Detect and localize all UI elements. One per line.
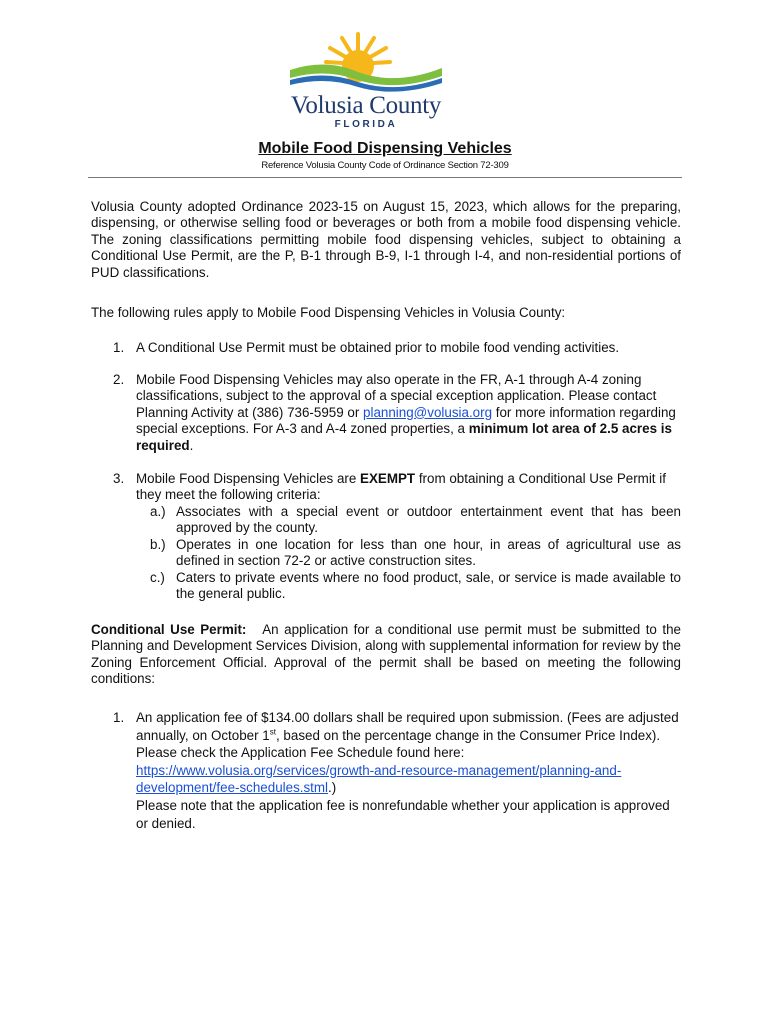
fee-text: , based on the percentage change in the Consumer Price Index). Please check the Application Fee Schedule found here:	[136, 727, 661, 761]
cup-label: Conditional Use Permit:	[91, 622, 247, 637]
fee-text: An application fee of $134.00 dollars shall be required upon submission. (Fees are adjusted annually, on October 1	[136, 710, 679, 743]
sun-logo-icon	[286, 30, 446, 94]
criteria-item-c	[150, 570, 681, 603]
fee-schedule-link[interactable]: https://www.volusia.org/services/growth-and-resource-management/planning-and-development/fee-schedules.stml	[136, 762, 622, 796]
rule-item-2	[113, 372, 681, 454]
rule-text: Mobile Food Dispensing Vehicles are	[136, 471, 361, 486]
header-divider	[88, 177, 682, 178]
rule-text: from obtaining a Conditional Use Permit if they meet the following criteria:	[136, 471, 666, 503]
rule-text: Mobile Food Dispensing Vehicles may also operate in the FR, A-1 through A-4 zoning classifications, subject to the approval of a special exception application. Please contact Planning Activity at (386) 736-5959 or	[136, 372, 657, 420]
rule-number: 2.	[113, 372, 125, 387]
document-title: Mobile Food Dispensing Vehicles	[258, 140, 512, 157]
fee-number: 1.	[113, 710, 125, 725]
lot-area-requirement: minimum lot area of 2.5 acres is required	[136, 421, 672, 453]
exempt-label: EXEMPT	[360, 471, 416, 486]
criteria-item-a	[150, 504, 681, 537]
criteria-text: Caters to private events where no food product, sale, or service is made available to the general public.	[176, 570, 681, 602]
criteria-label: a.)	[150, 504, 166, 519]
criteria-label: c.)	[150, 570, 165, 585]
ordinance-reference: Reference Volusia County Code of Ordinance Section 72-309	[261, 160, 509, 171]
cup-text: An application for a conditional use permit must be submitted to the Planning and Development Services Division, along with supplemental information for review by the Zoning Enforcement Official. Approval of the permit shall be based on meeting the following conditions:	[91, 622, 682, 687]
conditional-use-permit-section	[91, 622, 681, 688]
planning-email-link[interactable]: planning@volusia.org	[363, 404, 493, 420]
rule-text: .	[189, 437, 194, 453]
intro-paragraph: Volusia County adopted Ordinance 2023-15 on August 15, 2023, which allows for the preparing, dispensing, or otherwise selling food or beverages or both from a mobile food dispensing vehicle. The zoning classifications permitting mobile food dispensing vehicles, subject to obtaining a Conditional Use Permit, are the P, B-1 through B-9, I-1 through I-4, and non-residential portions of PUD classifications.	[91, 199, 681, 280]
rules-intro: The following rules apply to Mobile Food Dispensing Vehicles in Volusia County:	[91, 305, 566, 320]
rule-item-3	[113, 471, 681, 504]
county-logo	[286, 30, 446, 130]
fee-item-1	[113, 709, 681, 832]
criteria-label: b.)	[150, 537, 166, 552]
rule-number: 1.	[113, 340, 125, 355]
rule-text: A Conditional Use Permit must be obtained prior to mobile food vending activities.	[136, 340, 620, 355]
criteria-item-b	[150, 537, 681, 570]
rule-item-1	[113, 340, 681, 356]
criteria-text: Associates with a special event or outdoor entertainment event that has been approved by the county.	[176, 504, 681, 536]
fee-note: Please note that the application fee is nonrefundable whether your application is approved or denied.	[136, 797, 670, 831]
logo-county-name: Volusia County	[290, 92, 442, 119]
logo-state-name: FLORIDA	[334, 119, 398, 130]
fee-text: .)	[328, 780, 337, 796]
rule-text: for more information regarding special exceptions. For A-3 and A-4 zoned properties, a	[136, 404, 676, 437]
rule-number: 3.	[113, 471, 125, 486]
fee-superscript: st	[269, 727, 276, 737]
criteria-text: Operates in one location for less than one hour, in areas of agricultural use as defined in section 72-2 or active construction sites.	[176, 537, 681, 569]
